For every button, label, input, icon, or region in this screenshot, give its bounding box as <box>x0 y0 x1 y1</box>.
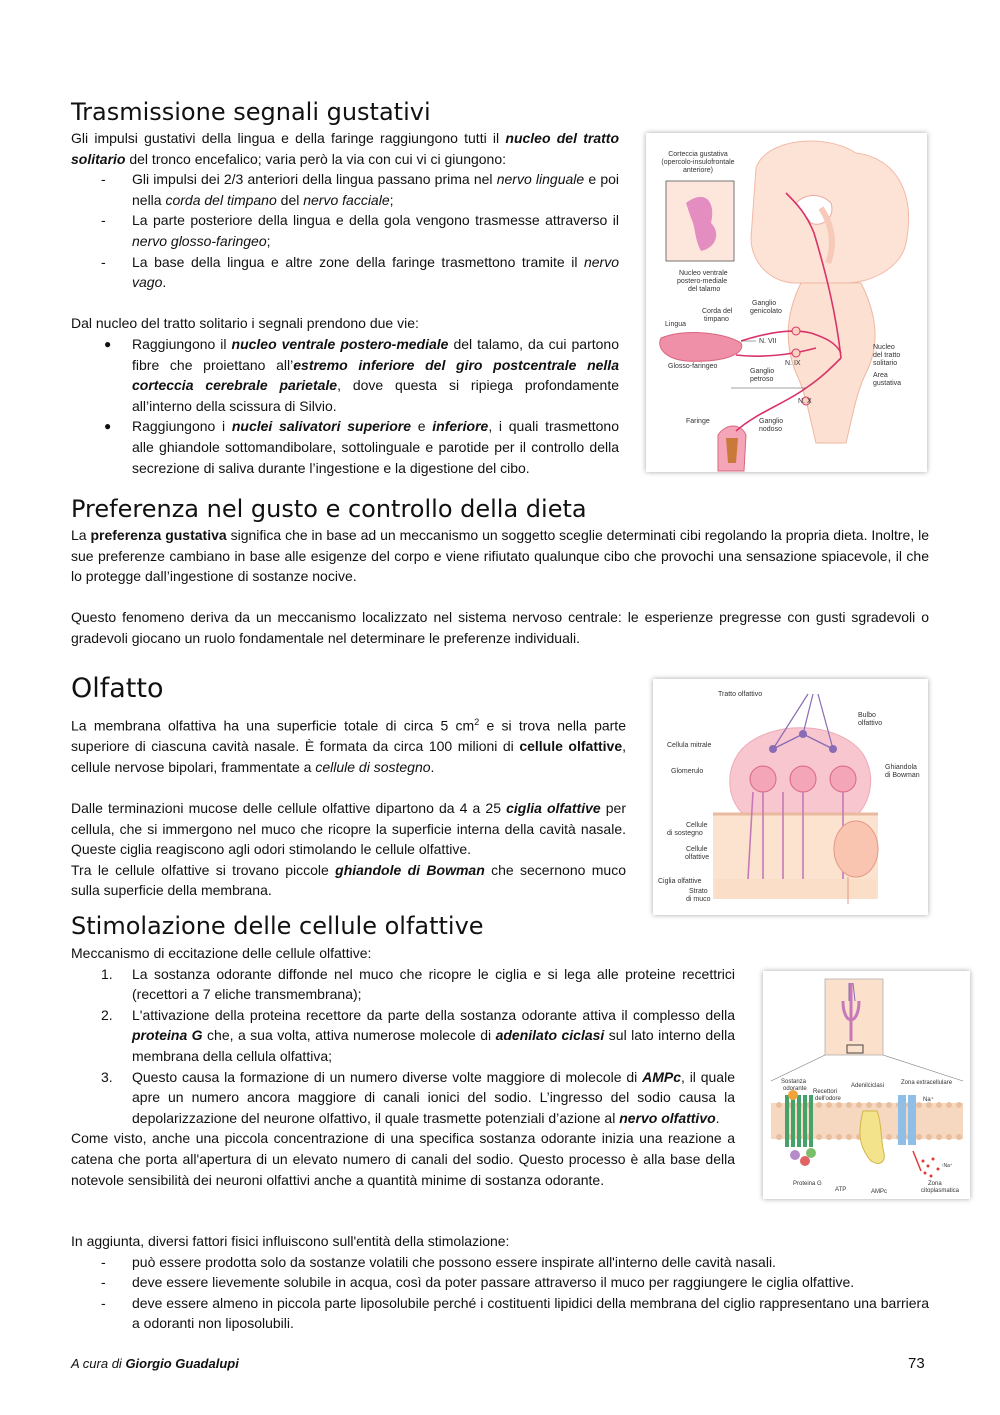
stimulation-after: Come visto, anche una piccola concentrazione di una specifica sostanza odorante inizia una reazione a catena che porta all'apertura di un elevato numero di canali del sodio. Questo processo è alla base della notevole sensibilità dei neuroni olfattivi anche a quantità minime di sostanza odorante. <box>71 1130 735 1188</box>
section-title-preference: Preferenza nel gusto e controllo della dieta <box>71 495 587 523</box>
list-item: 1. La sostanza odorante diffonde nel muco che ricopre le ciglia e si lega alle proteine recettrici (recettori a 7 eliche transmembrana); <box>101 965 735 1003</box>
list-item: ● Raggiungono il nucleo ventrale postero-mediale del talamo, da cui partono fibre che proiettano all’estremo inferiore del giro postcentrale nella corteccia cerebrale parietale, dove questa si ripiega profondamente all’interno della scissura di Silvio. <box>104 335 620 414</box>
figure-label: N. X <box>798 398 812 405</box>
olfactory-membrane-figure <box>653 679 928 915</box>
figure-label: del tratto <box>873 352 901 359</box>
figure-label: Zona <box>928 1181 942 1187</box>
list-item: - Gli impulsi dei 2/3 anteriori della lingua passano prima nel nervo linguale e poi nella corda del timpano del nervo facciale; <box>101 171 620 208</box>
figure-label: Recettori <box>813 1089 838 1095</box>
figure-label: Sostanza <box>781 1079 807 1085</box>
figure-label: Cellule <box>686 846 708 853</box>
figure-label: Nucleo ventrale <box>679 270 728 277</box>
section-title-gustatory: Trasmissione segnali gustativi <box>71 98 431 126</box>
figure-label: Bulbo <box>858 712 876 719</box>
figure-label: Na⁺ <box>923 1097 934 1103</box>
nerve-list <box>71 169 619 293</box>
figure-label: Ganglio <box>759 418 784 425</box>
figure-label: (opercolo-insulofrontale <box>661 159 735 166</box>
section-title-stimulation: Stimolazione delle cellule olfattive <box>71 912 484 940</box>
list-item: - La parte posteriore della lingua e della gola vengono trasmesse attraverso il nervo glosso-faringeo; <box>101 212 619 249</box>
olfaction-p1: La membrana olfattiva ha una superficie totale di circa 5 $cm^2$ e si trova nella parte superiore di ciascuna cavità nasale. È formata da circa 100 milioni di cellule olfattive, cellule nervose bipolari, frammentate a cellule di sostegno. <box>71 717 626 775</box>
stimulation-intro: Meccanismo di eccitazione delle cellule olfattive: <box>71 945 372 961</box>
figure-label: Corda del <box>702 308 733 315</box>
figure-label: anteriore) <box>683 167 713 174</box>
preference-p1: La preferenza gustativa significa che in base ad un meccanismo un soggetto sceglie determinati cibi regolando la propria dieta. Inoltre, le sue preferenze cambiano in base alle esigenze del corpo e viene rifiutato qualunque cibo che provochi una sensazione spiacevole, il che lo protegge dall’ingestione di sostanze nocive. <box>71 527 929 585</box>
figure-label: Adenilciclasi <box>851 1083 885 1089</box>
figure-label: Zona extracellulare <box>901 1080 953 1086</box>
figure-label: Corteccia gustativa <box>668 151 728 158</box>
figure-label: Ganglio <box>752 300 777 307</box>
figure-label: olfattive <box>685 854 710 861</box>
olfaction-p2: Dalle terminazioni mucose delle cellule olfattive dipartono da 4 a 25 ciglia olfattive per cellula, che si immergono nel muco che ricopre la superficie interna della cavità nasale. Queste ciglia reagiscono agli odori stimolando le cellule olfattive. <box>71 800 627 858</box>
preference-text <box>71 525 929 649</box>
figure-label: ATP <box>835 1187 847 1193</box>
figure-label: olfattivo <box>858 720 883 727</box>
list-item: 2. L'attivazione della proteina recettore da parte della sostanza odorante attiva il complesso della proteina G che, a sua volta, attiva numerose molecole di adenilato ciclasi sul lato interno della membrana della cellula olfattiva; <box>101 1006 735 1064</box>
figure-label: Cellula mitrale <box>667 742 712 749</box>
olfaction-p3: Tra le cellule olfattive si trovano piccole ghiandole di Bowman che secernono muco sulla superficie della membrana. <box>71 861 626 899</box>
figure-label: Area <box>873 372 888 379</box>
figure-label: dell'odore <box>815 1096 841 1102</box>
figure-label: Ciglia olfattive <box>658 878 702 885</box>
mechanism-list <box>71 964 735 1129</box>
factors-list <box>71 1252 929 1334</box>
gustatory-text <box>71 128 619 478</box>
figure-label: Nucleo <box>873 344 895 351</box>
figure-label: Strato <box>689 888 708 895</box>
factors-intro: In aggiunta, diversi fattori fisici influiscono sull'entità della stimolazione: <box>71 1233 510 1249</box>
list-item: - deve essere almeno in piccola parte liposolubile perché i costituenti lipidici della membrana del ciglio rappresentano una barriera a odoranti non liposolubili. <box>101 1294 929 1332</box>
figure-label: di sostegno <box>667 830 703 837</box>
figure-label: genicolato <box>750 308 782 315</box>
figure-label: Faringe <box>686 418 710 425</box>
transduction-figure <box>763 971 970 1199</box>
ways-list <box>71 334 619 478</box>
list-item: 3. Questo causa la formazione di un numero diverse volte maggiore di molecole di AMPc, il quale apre un numero ancora maggiore di canali ionici del sodio. L’ingresso del sodio causa la depolarizzazione del neurone olfattivo, il quale trasmette potenziali d’azione al nervo olfattivo. <box>101 1068 735 1126</box>
figure-label: nodoso <box>759 426 782 433</box>
figure-label: N. IX <box>785 360 801 367</box>
gustatory-pathway-figure <box>646 133 927 472</box>
figure-label: petroso <box>750 376 774 383</box>
figure-label: gustativa <box>873 380 902 387</box>
figure-label: Glomerulo <box>671 768 704 775</box>
section-title-olfaction: Olfatto <box>71 673 164 704</box>
figure-label: Proteina G <box>793 1181 822 1187</box>
stimulation-text <box>71 943 735 1190</box>
figure-label: N. VII <box>759 338 777 345</box>
figure-label: Glosso-faringeo <box>668 363 718 370</box>
page-number: 73 <box>908 1355 925 1372</box>
figure-label: del talamo <box>688 286 721 293</box>
list-item: ● Raggiungono i nuclei salivatori superiore e inferiore, i quali trasmettono alle ghiandole sottomandibolare, sottolinguale e parotide per il controllo della secrezione di saliva durante l’ingestione e la digestione del cibo. <box>104 418 619 476</box>
list-item: - La base della lingua e altre zone della faringe trasmettono tramite il nervo vago. <box>101 253 619 291</box>
figure-label: solitario <box>873 360 898 367</box>
figure-label: ↑Na⁺ <box>941 1163 953 1169</box>
factors-text <box>71 1231 929 1334</box>
gustatory-intro: Gli impulsi gustativi della lingua e della faringe raggiungono tutti il nucleo del tratto solitario del tronco encefalico; varia però la via con cui vi ci giungono: <box>71 130 619 167</box>
figure-label: AMPc <box>871 1189 888 1195</box>
figure-label: citoplasmatica <box>921 1188 960 1194</box>
figure-label: postero-mediale <box>677 278 728 285</box>
figure-label: Cellule <box>686 822 708 829</box>
figure-label: Ghiandola <box>885 764 917 771</box>
figure-label: odorante <box>783 1086 807 1092</box>
list-item: - deve essere lievemente solubile in acqua, così da poter passare attraverso il muco per raggiungere le ciglia olfattive. <box>101 1274 855 1291</box>
preference-p2: Questo fenomeno deriva da un meccanismo localizzato nel sistema nervoso centrale: le esperienze pregresse con gusti sgradevoli o gradevoli giocano un ruolo fondamentale nel determinare le preferenze individuali. <box>71 609 929 646</box>
figure-label: Lingua <box>665 321 687 328</box>
figure-label: di Bowman <box>885 772 920 779</box>
figure-label: Ganglio <box>750 368 775 375</box>
figure-label: timpano <box>704 316 729 323</box>
olfaction-text <box>71 712 626 901</box>
ways-intro: Dal nucleo del tratto solitario i segnali prendono due vie: <box>71 315 419 332</box>
figure-label: Tratto olfattivo <box>718 691 763 698</box>
footer-author: A cura di Giorgio Guadalupi <box>71 1356 239 1371</box>
figure-label: di muco <box>686 896 711 903</box>
list-item: - può essere prodotta solo da sostanze volatili che possono essere inspirate all'interno delle cavità nasali. <box>101 1253 776 1270</box>
